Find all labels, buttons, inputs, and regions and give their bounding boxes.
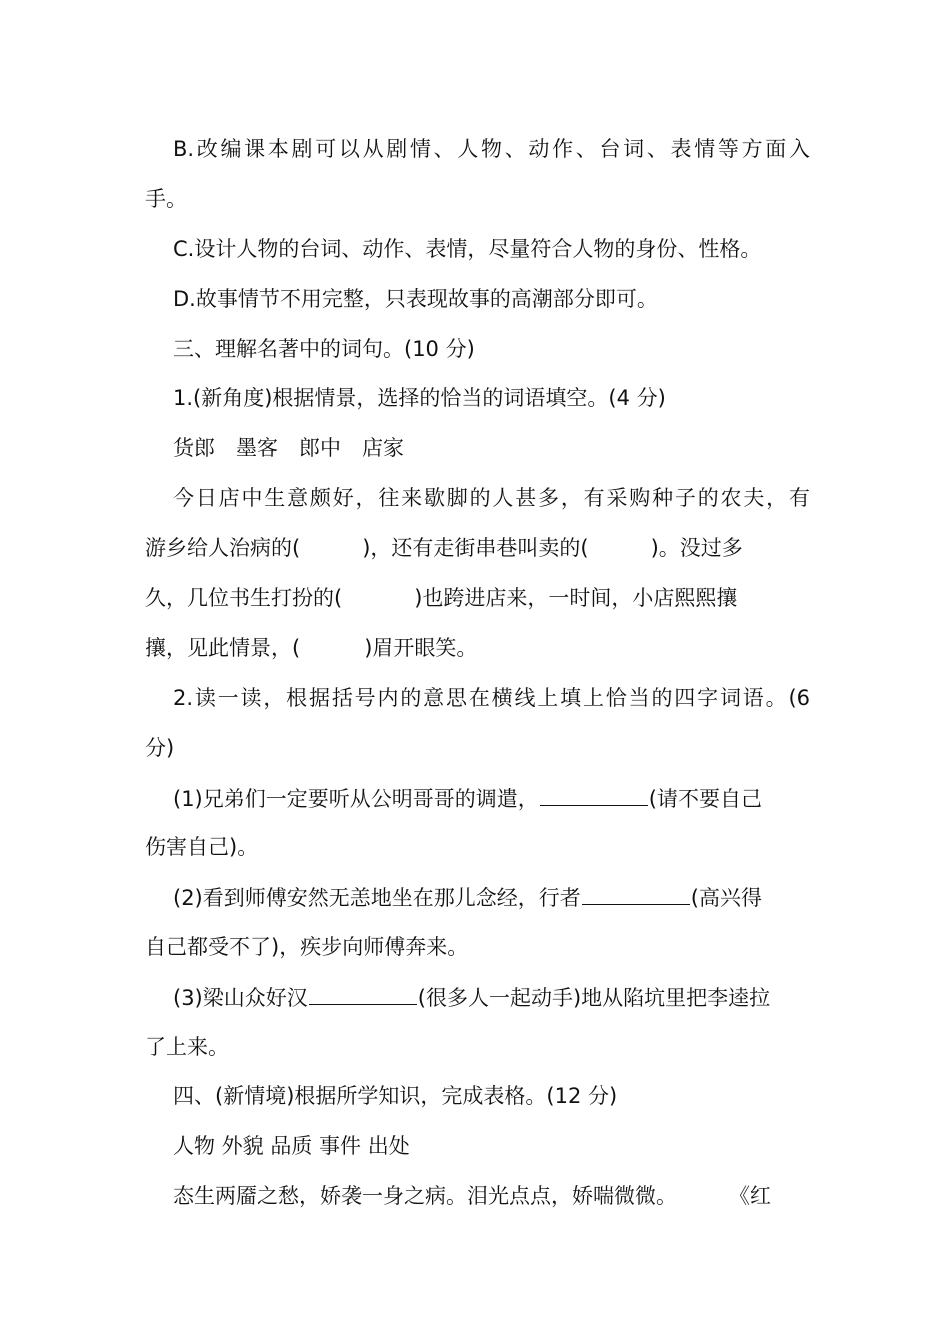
- question-1-prompt: 1.(新角度)根据情景，选择的恰当的词语填空。(4 分): [173, 386, 666, 410]
- table-row-1: [173, 1181, 810, 1211]
- sub-question-3-part-b: (很多人一起动手)地从陷坑里把李逵拉: [417, 986, 771, 1010]
- sub-question-3-line-1: [173, 982, 810, 1013]
- sub-question-2-part-a: (2)看到师傅安然无恙地坐在那儿念经，行者: [173, 886, 581, 910]
- passage-line-2-part-a: 游乡给人治病的(: [145, 536, 301, 560]
- passage-line-4-part-b: )眉开眼笑。: [364, 636, 478, 660]
- option-b-line-1: B.改编课本剧可以从剧情、人物、动作、台词、表情等方面入: [173, 137, 810, 161]
- question-2-prompt-line-2: 分): [145, 736, 175, 760]
- option-c: C.设计人物的台词、动作、表情，尽量符合人物的身份、性格。: [173, 237, 762, 261]
- sub-question-2-line-2: 自己都受不了)，疾步向师傅奔来。: [145, 935, 469, 959]
- answer-line-3[interactable]: [309, 982, 417, 1005]
- table-row-1-appearance: 态生两靥之愁，娇袭一身之病。泪光点点，娇喘微微。: [173, 1184, 677, 1208]
- sub-question-1-line-1: [173, 783, 810, 814]
- word-bank: 货郎 墨客 郎中 店家: [173, 436, 404, 460]
- sub-question-1-part-b: (请不要自己: [648, 787, 762, 811]
- passage-line-3-part-b: )也跨进店来，一时间，小店熙熙攘: [414, 586, 738, 610]
- passage-line-3: [145, 583, 810, 613]
- sub-question-1-line-2: 伤害自己)。: [145, 835, 259, 859]
- passage-line-2-part-b: )，还有走街串巷叫卖的(: [362, 536, 589, 560]
- passage-line-4-part-a: 攘，见此情景，(: [145, 636, 301, 660]
- passage-line-2: [145, 533, 810, 563]
- table-header-row: 人物 外貌 品质 事件 出处: [173, 1134, 410, 1158]
- question-2-prompt-line-1: 2.读一读，根据括号内的意思在横线上填上恰当的四字词语。(6: [173, 686, 810, 710]
- passage-line-3-part-a: 久，几位书生打扮的(: [145, 586, 343, 610]
- sub-question-3-part-a: (3)梁山众好汉: [173, 986, 308, 1010]
- section-four-heading: 四、(新情境)根据所学知识，完成表格。(12 分): [173, 1084, 618, 1108]
- passage-line-1: 今日店中生意颇好，往来歇脚的人甚多，有采购种子的农夫，有: [173, 486, 810, 510]
- sub-question-3-line-2: 了上来。: [145, 1035, 229, 1059]
- sub-question-2-part-b: (高兴得: [690, 886, 762, 910]
- sub-question-1-part-a: (1)兄弟们一定要听从公明哥哥的调遣，: [173, 787, 539, 811]
- passage-line-2-part-c: )。没过多: [650, 536, 743, 560]
- option-b-line-2: 手。: [145, 187, 187, 211]
- section-three-heading: 三、理解名著中的词句。(10 分): [173, 337, 475, 361]
- sub-question-2-line-1: [173, 882, 810, 913]
- answer-line-2[interactable]: [582, 882, 690, 905]
- table-row-1-source: 《红: [729, 1184, 771, 1208]
- answer-line-1[interactable]: [540, 783, 648, 806]
- passage-line-4: [145, 633, 810, 663]
- option-d: D.故事情节不用完整，只表现故事的高潮部分即可。: [173, 287, 658, 311]
